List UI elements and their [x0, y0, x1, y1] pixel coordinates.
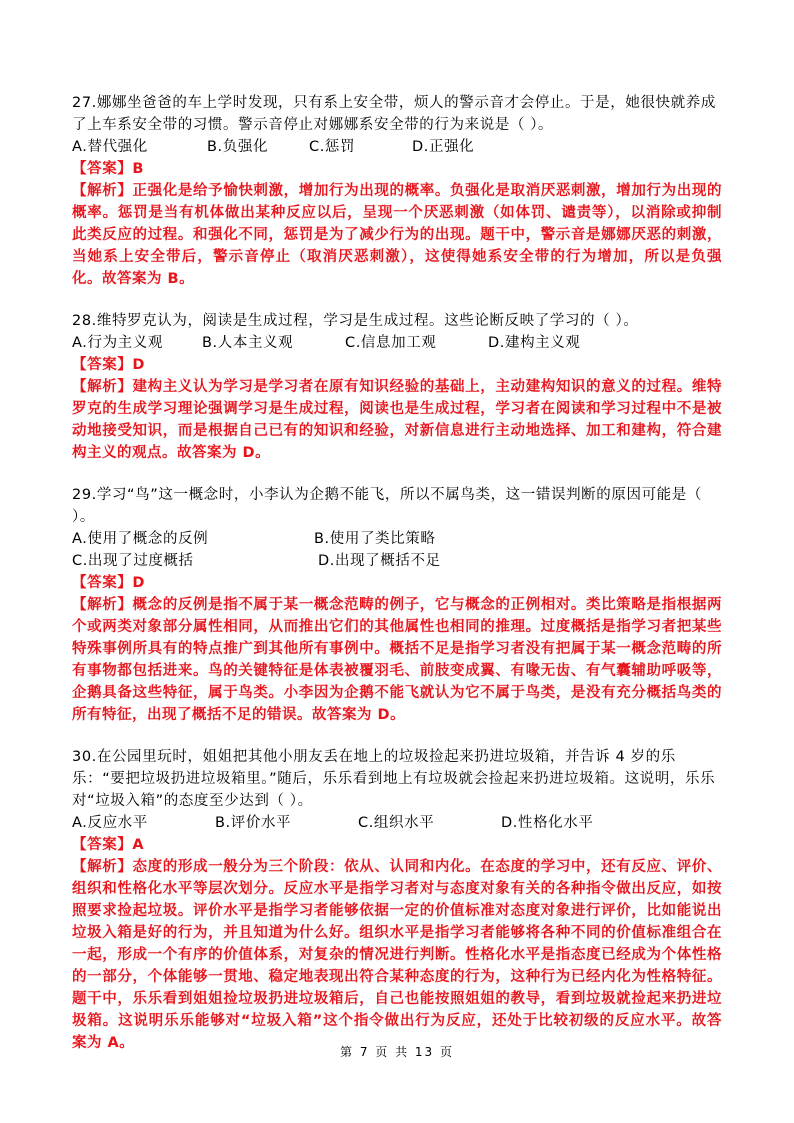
option-c: C.信息加工观 — [345, 335, 437, 351]
options-row — [72, 136, 722, 158]
page-footer: 第 7 页 共 13 页 — [340, 1045, 454, 1059]
answer-line — [72, 834, 722, 856]
options-row — [72, 550, 722, 572]
explanation-text: 建构主义认为学习是学习者在原有知识经验的基础上，主动建构知识的意义的过程。维特罗克的生成学习理论强调学习是生成过程，阅读也是生成过程，学习者在阅读和学习过程中不是被动地接受知识，而是根据自己已有的知识和经验，对新信息进行主动地选择、加工和建构，符合建构主义的观点。故答案为 D。 — [72, 379, 723, 461]
question-stem: 27.娜娜坐爸爸的车上学时发现，只有系上安全带，烦人的警示音才会停止。于是，她很快就养成了上车系安全带的习惯。警示音停止对娜娜系安全带的行为来说是（ ）。 — [72, 95, 716, 133]
answer-tag: 【答案】 — [72, 575, 133, 591]
answer-tag: 【答案】 — [72, 357, 133, 373]
question-stem: 28.维特罗克认为，阅读是生成过程，学习是生成过程。这些论断反映了学习的（ ）。 — [72, 313, 639, 329]
question-stem: 30.在公园里玩时，姐姐把其他小朋友丢在地上的垃圾捡起来扔进垃圾箱，并告诉 4 岁的乐乐：“要把垃圾扔进垃圾箱里。”随后，乐乐看到地上有垃圾就会捡起来扔进垃圾箱。这说明，乐乐对“垃圾入箱”的态度至少达到（ ）。 — [72, 749, 716, 809]
option-b: B.使用了类比策略 — [314, 531, 436, 547]
option-a: A.使用了概念的反例 — [72, 531, 209, 547]
option-a: A.反应水平 — [72, 815, 148, 831]
explanation-text: 概念的反例是指不属于某一概念范畴的例子，它与概念的正例相对。类比策略是指根据两个或两类对象部分属性相同，从而推出它们的其他属性也相同的推理。过度概括是指学习者把某些特殊事例所具有的特点推广到其他所有事例中。概括不足是指学习者没有把属于某一概念范畴的所有事物都包括进来。鸟的关键特征是体表被覆羽毛、前肢变成翼、有喙无齿、有气囊辅助呼吸等，企鹅具备这些特征，属于鸟类。小李因为企鹅不能飞就认为它不属于鸟类，是没有充分概括鸟类的所有特征，出现了概括不足的错误。故答案为 D。 — [72, 597, 723, 723]
explanation-text: 正强化是给予愉快刺激，增加行为出现的概率。负强化是取消厌恶刺激，增加行为出现的概率。惩罚是当有机体做出某种反应以后，呈现一个厌恶刺激（如体罚、谴责等），以消除或抑制此类反应的过程。和强化不同，惩罚是为了减少行为的出现。题干中，警示音是娜娜厌恶的刺激，当她系上安全带后，警示音停止（取消厌恶刺激），这使得她系安全带的行为增加，所以是负强化。故答案为 B。 — [72, 183, 723, 287]
option-a: A.行为主义观 — [72, 335, 163, 351]
question-stem: 29.学习“鸟”这一概念时，小李认为企鹅不能飞，所以不属鸟类，这一错误判断的原因可能是（ ）。 — [72, 487, 708, 525]
explanation-tag: 【解析】 — [72, 183, 133, 199]
explanation-tag: 【解析】 — [72, 379, 133, 395]
answer-line — [72, 158, 722, 180]
option-d: D.性格化水平 — [501, 815, 594, 831]
explanation-text: 态度的形成一般分为三个阶段：依从、认同和内化。在态度的学习中，还有反应、评价、组织和性格化水平等层次划分。反应水平是指学习者对与态度对象有关的各种指令做出反应，如按照要求捡起垃圾。评价水平是指学习者能够依据一定的价值标准对态度对象进行评价，比如能说出垃圾入箱是好的行为，并且知道为什么好。组织水平是指学习者能够将各种不同的价值标准组合在一起，形成一个有序的价值体系，对复杂的情况进行判断。性格化水平是指态度已经成为个体性格的一部分，个体能够一贯地、稳定地表现出符合某种态度的行为，这种行为已经内化为性格特征。题干中，乐乐看到姐姐捡垃圾扔进垃圾箱后，自己也能按照姐姐的教导，看到垃圾就捡起来扔进垃圾箱。这说明乐乐能够对“垃圾入箱”这个指令做出行为反应，还处于比较初级的反应水平。故答案为 A。 — [72, 859, 723, 1051]
answer-value: D — [132, 575, 146, 591]
explanation — [72, 180, 722, 290]
option-b: B.人本主义观 — [202, 335, 294, 351]
explanation — [72, 376, 722, 464]
option-d: D.出现了概括不足 — [318, 553, 441, 569]
answer-value: B — [132, 161, 145, 177]
explanation-tag: 【解析】 — [72, 597, 133, 613]
option-b: B.评价水平 — [215, 815, 292, 831]
question-30 — [72, 746, 722, 1054]
document-body — [72, 92, 722, 1074]
option-a: A.替代强化 — [72, 139, 148, 155]
answer-tag: 【答案】 — [72, 161, 133, 177]
explanation — [72, 594, 722, 726]
explanation — [72, 856, 722, 1054]
option-c: C.组织水平 — [358, 815, 435, 831]
answer-tag: 【答案】 — [72, 837, 133, 853]
option-b: B.负强化 — [207, 139, 269, 155]
option-d: D.建构主义观 — [488, 335, 581, 351]
options-row — [72, 812, 722, 834]
options-row — [72, 528, 722, 550]
explanation-tag: 【解析】 — [72, 859, 133, 875]
option-c: C.惩罚 — [309, 139, 356, 155]
answer-line — [72, 572, 722, 594]
option-d: D.正强化 — [412, 139, 475, 155]
options-row — [72, 332, 722, 354]
option-c: C.出现了过度概括 — [72, 553, 194, 569]
answer-value: D — [132, 357, 146, 373]
question-28 — [72, 310, 722, 464]
question-27 — [72, 92, 722, 290]
answer-line — [72, 354, 722, 376]
question-29 — [72, 484, 722, 726]
answer-value: A — [132, 837, 145, 853]
